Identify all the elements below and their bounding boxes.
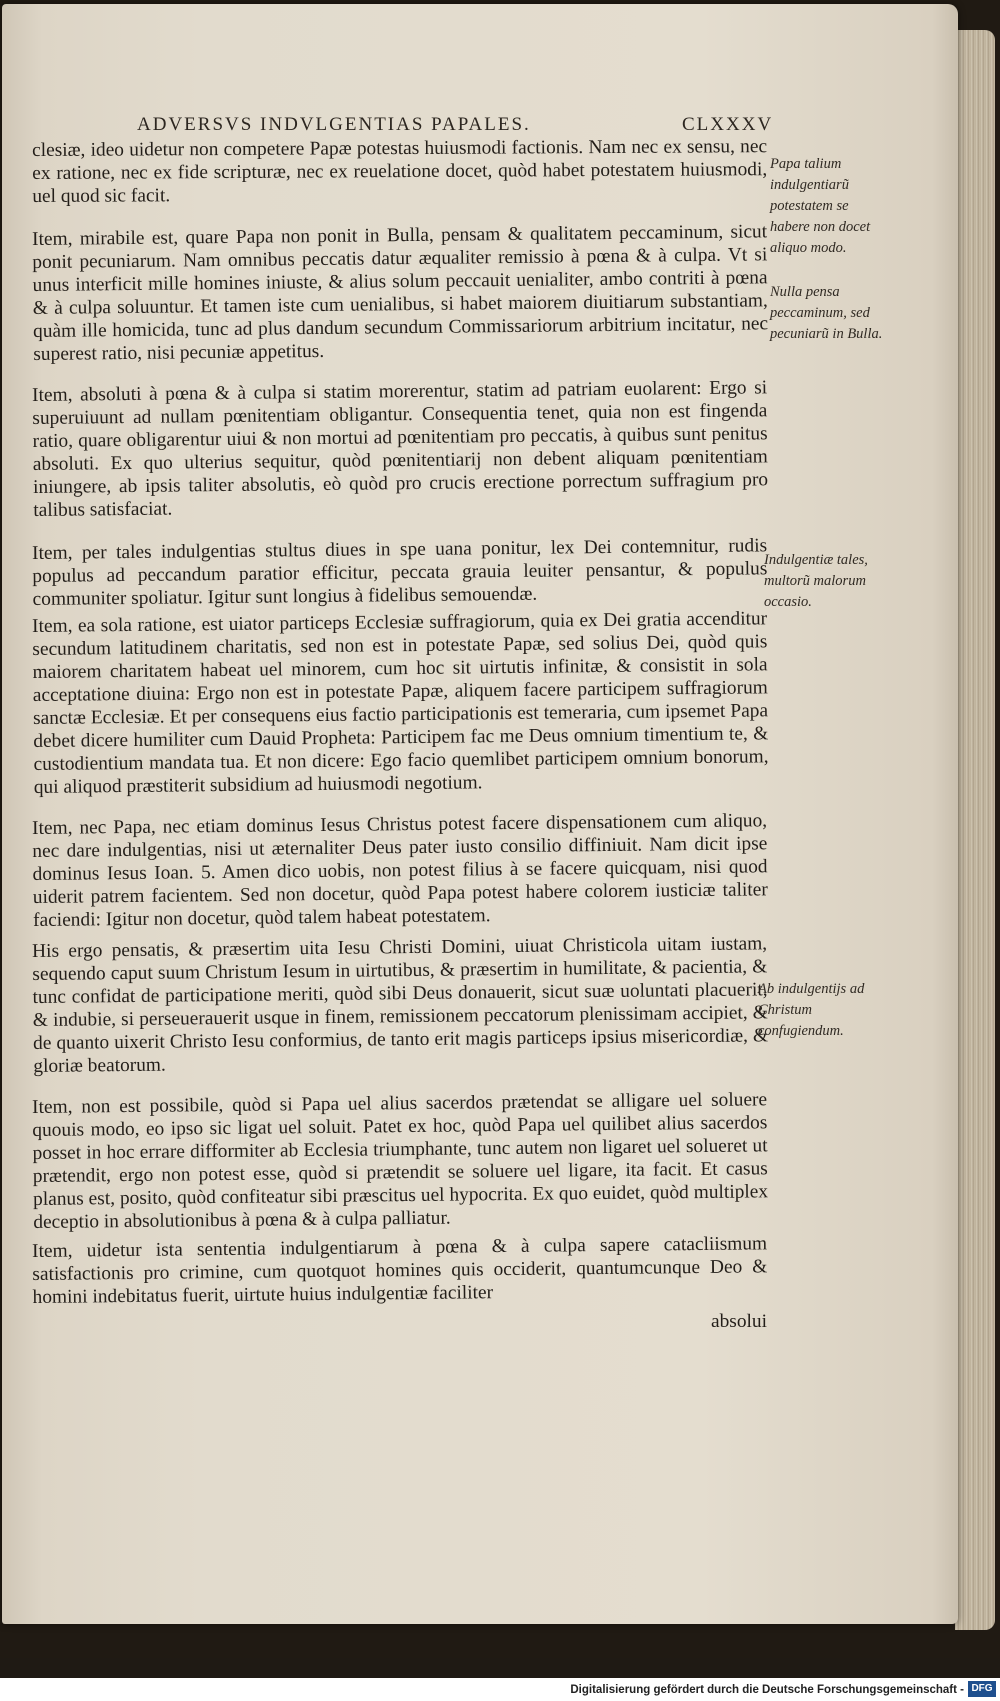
book-page-edges	[955, 30, 995, 1630]
paragraph-9: Item, uidetur ista sententia indulgentiarum à pœna & à culpa sapere catacliismum satisfactionis pro crimine, cum quotquot homines quis occiderit, quantumcunque Deo & homini indebitatus fuerit, uirtute huius indulgentiæ faciliter	[32, 1233, 768, 1308]
margin-note-2: Nulla pensa peccaminum, sed pecuniarũ in Bulla.	[770, 284, 883, 342]
paragraph-7: His ergo pensatis, & præsertim uita Iesu Christi Domini, uiuat Christicola uitam iustam, sequendo caput suum Christum Iesum in uirtutibus, & præsertim in humilitate, & pacientia, & tunc confidat de participatione meriti, quòd sibi Deus donauerit, sicut suæ uoluntati placuerit, & indubie, si perseuerauerit usque in finem, remissionem peccatorum plenissimam accipiet, & de quanto uixerit Christo Iesu conformius, de tanto erit magis particeps ipsius misericordiæ, & gloriæ beatorum.	[32, 933, 769, 1077]
paragraph-1: clesiæ, ideo uidetur non competere Papæ potestas huiusmodi factionis. Nam nec ex sensu, nec ex ratione, nec ex fide scripturæ, nec ex reuelatione docet, quòd habet potestatem huiusmodi, uel quod sic facit.	[32, 136, 768, 207]
folio-number: CLXXXV	[682, 114, 774, 135]
book-page	[2, 4, 958, 1624]
paragraph-3: Item, absoluti à pœna & à culpa si statim morerentur, statim ad patriam euolarent: Ergo si superuiuunt ad nullam pœnitentiam obligantur. Consequentia tenet, quia non est fingenda ratio, quare obligarentur uiui & non mortui ad pœnitentiam pro peccatis, à quibus sunt penitus absoluti. Ex quo ulterius sequitur, quòd pœnitentiarij non debent aliquam pœnitentiam iniungere, ab ipsis taliter absolutis, eò quòd pro crucis erectione porrectum suffragium pro talibus satisfaciat.	[32, 377, 769, 521]
catchword: absolui	[710, 1311, 767, 1332]
running-title: ADVERSVS INDVLGENTIAS PAPALES.	[137, 114, 531, 135]
paragraph-2: Item, mirabile est, quare Papa non ponit in Bulla, pensam & qualitatem peccaminum, sicut ponit pecuniarum. Nam omnibus peccatis datur æqualiter remissio à pœna & à culpa. Vt si unus interficit mille homines iniuste, & alius solum peccauit uenialiter, ambo contriti à pœna & à culpa soluuntur. Et tamen iste cum uenialibus, si habet maiorem diuitiarum substantiam, quàm ille homicida, tunc ad plus dandum secundum Commissariorum arbitrium incitatur, nec superest ratio, nisi pecuniæ appetitus.	[32, 221, 769, 365]
paragraph-6: Item, nec Papa, nec etiam dominus Iesus Christus potest facere dispensationem cum aliquo, nec dare indulgentias, nisi ut æternaliter Deus pater iusto consilio diffiniuit. Nam dicit ipse dominus Iesus Ioan. 5. Amen dico uobis, non potest filius à se facere quicquam, nisi quod uiderit patrem facientem. Sed non docetur, quòd Papa potest habere colorem iusticiæ taliter faciendi: Igitur non docetur, quòd talem habeat potestatem.	[32, 810, 768, 931]
margin-note-1: Papa talium indulgentiarũ potestatem se habere non docet aliquo modo.	[770, 156, 871, 256]
main-text-block	[32, 136, 769, 1333]
footer-credit: Digitalisierung gefördert durch die Deutsche Forschungsgemeinschaft -	[570, 1684, 964, 1696]
paragraph-4: Item, per tales indulgentias stultus diues in spe uana ponitur, lex Dei contemnitur, rudis populus ad peccandum paratior efficitur, peccata grauia leuiter pensantur, & populus communiter spoliatur. Igitur sunt longius à fidelibus semouendæ.	[32, 535, 768, 610]
dfg-logo: DFG	[968, 1681, 996, 1697]
margin-note-3: Indulgentiæ tales, multorũ malorum occasio.	[764, 552, 868, 610]
paragraph-5: Item, ea sola ratione, est uiator particeps Ecclesiæ suffragiorum, quia ex Dei gratia accenditur secundum latitudinem charitatis, sed non est in potestate Papæ, sed solius Dei, quòd quis maiorem charitatem habeat uel minorem, cum hoc sit uirtutis infinitæ, & consistit in sola acceptatione diuina: Ergo non est in potestate Papæ, aliquem facere participem suffragiorum sanctæ Ecclesiæ. Et per consequens eius factio participationis est temeraria, cum ipsemet Papa debet dicere humiliter cum Dauid Propheta: Participem fac me Deus omnium timentium te, & custodientium mandata tua. Et non dicere: Ego facio quemlibet participem omnium bonorum, qui aliquod præstiterit subsidium ad huiusmodi negotium.	[32, 608, 769, 798]
margin-note-4: Ab indulgentijs ad Christum confugiendum.	[758, 981, 865, 1039]
paragraph-8: Item, non est possibile, quòd si Papa uel alius sacerdos prætendat se alligare uel soluere quouis modo, eo ipso sic ligat uel soluit. Patet ex hoc, quòd Papa uel quilibet alius sacerdos posset in hoc errare difformiter ab Ecclesia triumphante, tunc autem non ligaret uel solueret ut prætendit, ergo non potest esse, quòd si prætendit se soluere uel ligare, ita facit. Et casus planus est, posito, quòd confiteatur sibi præscitus uel hypocrita. Ex quo euidet, quòd multiplex deceptio in absolutionibus à pœna & à culpa palliatur.	[32, 1089, 769, 1233]
